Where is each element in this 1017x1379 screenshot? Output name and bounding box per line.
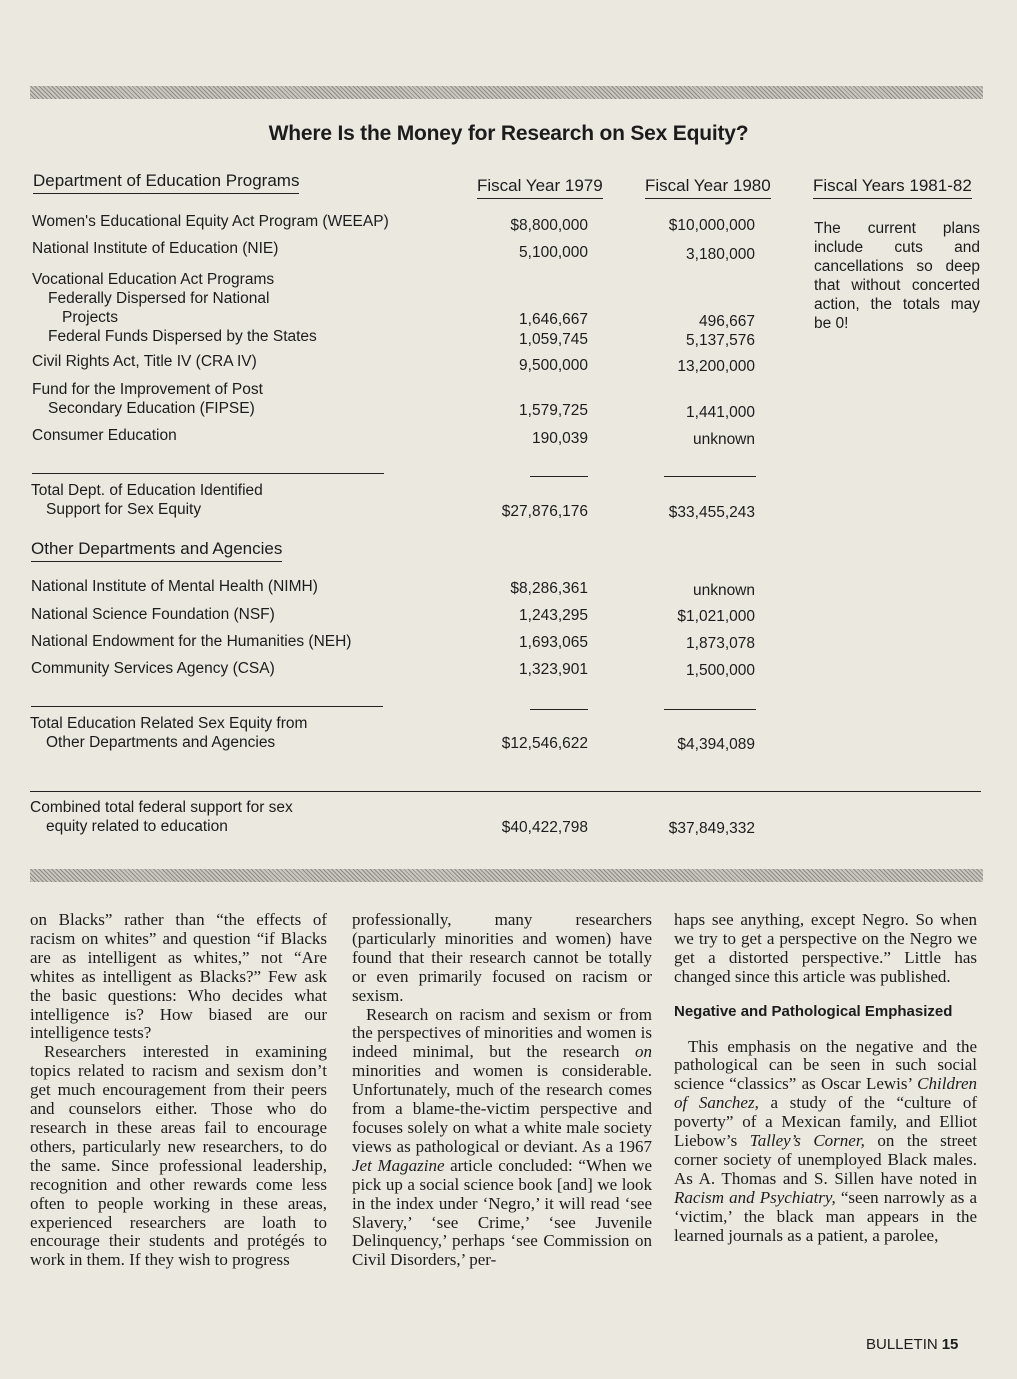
divider <box>664 709 756 710</box>
row-federal-dispersed-fy1979: 1,646,667 <box>519 311 588 328</box>
row-nimh-fy1980: unknown <box>692 582 755 599</box>
text-run: article concluded: “When we pick up a social science book [and] we look in the index under ‘Negro,’ it will read ‘see Slavery,’ ‘see Crime,’ ‘see Juvenile Delinquency,’ perhaps ‘see Commission on Civil Disorders,’ per- <box>352 1155 652 1270</box>
row-state-dispersed-label: Federal Funds Dispersed by the States <box>48 328 317 345</box>
publication-title: Jet Magazine <box>352 1155 445 1175</box>
total-other-label-1: Total Education Related Sex Equity from <box>30 715 308 732</box>
row-csa-label: Community Services Agency (CSA) <box>31 660 275 677</box>
divider <box>530 709 588 710</box>
text-run: This emphasis on the negative and the pathological can be seen in such social science “classics” as Oscar Lewis’ <box>674 1036 977 1094</box>
row-neh-label: National Endowment for the Humanities (NEH) <box>31 633 352 650</box>
row-fipse-label-2: Secondary Education (FIPSE) <box>48 400 255 417</box>
paragraph: on Blacks” rather than “the effects of racism on whites” and question “if Blacks are as intelligent as whites,” not “Are whites as intelligent as Blacks?” Few ask the basic questions: Who decides what intelligence is? How biased are our intelligence tests? <box>30 910 327 1043</box>
paragraph: professionally, many researchers (particularly minorities and women) have found that their research cannot be totally or even primarily focused on racism or sexism. <box>352 910 652 1005</box>
row-neh-fy1980: 1,873,078 <box>686 635 755 652</box>
text-run: a study of the “culture of poverty” of a Mexican family, and Elliot Liebow’s <box>674 1093 977 1151</box>
text-run: on the street corner society of unemployed Black males. As A. Thomas and S. Sillen have noted in <box>674 1131 977 1188</box>
text-run: minorities and women is considerable. Unfortunately, much of the research comes from a blame-the-victim perspective and focuses solely on what a white male society views as pathological or deviant. As a 1967 <box>352 1061 652 1156</box>
row-weeap-fy1980: $10,000,000 <box>668 217 755 234</box>
row-weeap-label: Women's Educational Equity Act Program (WEEAP) <box>32 213 389 230</box>
row-federal-dispersed-fy1980: 496,667 <box>698 313 755 330</box>
row-nimh-label: National Institute of Mental Health (NIMH) <box>31 578 318 595</box>
divider <box>664 476 756 477</box>
total-other-fy1980: $4,394,089 <box>677 736 755 753</box>
row-consumer-label: Consumer Education <box>32 427 177 444</box>
article-column-2 <box>352 911 652 1270</box>
row-nie-fy1979: 5,100,000 <box>519 244 588 261</box>
publication-name: BULLETIN <box>866 1336 938 1353</box>
row-state-dispersed-fy1979: 1,059,745 <box>519 331 588 348</box>
row-fipse-fy1979: 1,579,725 <box>519 402 588 419</box>
header-fy8182: Fiscal Years 1981-82 <box>813 176 972 199</box>
page-footer <box>866 1336 958 1353</box>
divider <box>32 473 384 474</box>
table-title: Where Is the Money for Research on Sex Equity? <box>268 122 749 145</box>
header-programs: Department of Education Programs <box>33 171 299 194</box>
row-nie-label: National Institute of Education (NIE) <box>32 240 279 257</box>
total-doe-fy1979: $27,876,176 <box>501 503 588 520</box>
combined-fy1979: $40,422,798 <box>501 819 588 836</box>
row-csa-fy1979: 1,323,901 <box>519 661 588 678</box>
decorative-rule-top <box>30 86 983 99</box>
total-doe-fy1980: $33,455,243 <box>668 504 755 521</box>
book-title: Talley’s Corner, <box>749 1131 865 1151</box>
row-weeap-fy1979: $8,800,000 <box>510 217 588 234</box>
row-cra-fy1979: 9,500,000 <box>519 357 588 374</box>
divider <box>31 706 383 707</box>
book-title: Children of Sanchez, <box>674 1074 977 1113</box>
total-doe-label-1: Total Dept. of Education Identified <box>31 482 263 499</box>
article-column-3 <box>674 911 977 1246</box>
emphasis: on <box>635 1042 652 1062</box>
divider <box>530 476 588 477</box>
row-cra-fy1980: 13,200,000 <box>677 358 755 375</box>
total-doe-label-2: Support for Sex Equity <box>46 501 202 518</box>
row-nie-fy1980: 3,180,000 <box>686 246 755 263</box>
total-other-label-2: Other Departments and Agencies <box>46 734 276 751</box>
row-neh-fy1979: 1,693,065 <box>519 634 588 651</box>
paragraph: haps see anything, except Negro. So when we try to get a perspective on the Negro we get a distorted perspective.” Little has changed since this article was published. <box>674 910 977 986</box>
text-run: Research on racism and sexism or from the perspectives of minorities and women is indeed minimal, but the research <box>352 1004 652 1062</box>
row-vocational-label: Vocational Education Act Programs <box>32 271 275 288</box>
row-fipse-fy1980: 1,441,000 <box>686 404 755 421</box>
row-fipse-label-1: Fund for the Improvement of Post <box>32 381 263 398</box>
row-federal-dispersed-label-1: Federally Dispersed for National <box>48 290 270 307</box>
combined-fy1980: $37,849,332 <box>668 820 755 837</box>
row-consumer-fy1980: unknown <box>692 431 755 448</box>
header-fy1979: Fiscal Year 1979 <box>477 176 603 199</box>
article-column-1 <box>30 911 327 1270</box>
row-nsf-fy1980: $1,021,000 <box>677 608 755 625</box>
total-other-fy1979: $12,546,622 <box>501 735 588 752</box>
row-nimh-fy1979: $8,286,361 <box>510 580 588 597</box>
row-consumer-fy1979: 190,039 <box>531 430 588 447</box>
paragraph <box>674 1038 977 1246</box>
row-cra-label: Civil Rights Act, Title IV (CRA IV) <box>32 353 257 370</box>
decorative-rule-bottom <box>30 869 983 882</box>
combined-label-1: Combined total federal support for sex <box>30 799 293 816</box>
book-title: Racism and Psychiatry, <box>674 1187 836 1207</box>
divider <box>30 791 981 792</box>
header-other-departments: Other Departments and Agencies <box>31 539 282 562</box>
row-state-dispersed-fy1980: 5,137,576 <box>686 332 755 349</box>
paragraph: Researchers interested in examining topics related to racism and sexism don’t get much encouragement from their peers and counselors either. Those who do research in these areas fail to encourage others, particularly new researchers, to do the same. Since professional leadership, recognition and other rewards come less often to people working in these areas, experienced researchers are loath to encourage their students and protégés to work in them. If they wish to progress <box>30 1042 327 1270</box>
text-run: “seen narrowly as a ‘victim,’ the black man appears in the learned journals as a patient, a parolee, <box>674 1187 977 1245</box>
paragraph <box>352 1006 652 1271</box>
page-number: 15 <box>941 1336 959 1353</box>
header-fy1980: Fiscal Year 1980 <box>645 176 771 199</box>
row-csa-fy1980: 1,500,000 <box>686 662 755 679</box>
fy8182-note: The current plans include cuts and cancellations so deep that without concerted action, the totals may be 0! <box>814 220 980 332</box>
combined-label-2: equity related to education <box>46 818 228 835</box>
row-nsf-label: National Science Foundation (NSF) <box>31 606 275 623</box>
section-heading: Negative and Pathological Emphasized <box>674 1002 953 1020</box>
row-federal-dispersed-label-2: Projects <box>62 309 118 326</box>
row-nsf-fy1979: 1,243,295 <box>519 607 588 624</box>
